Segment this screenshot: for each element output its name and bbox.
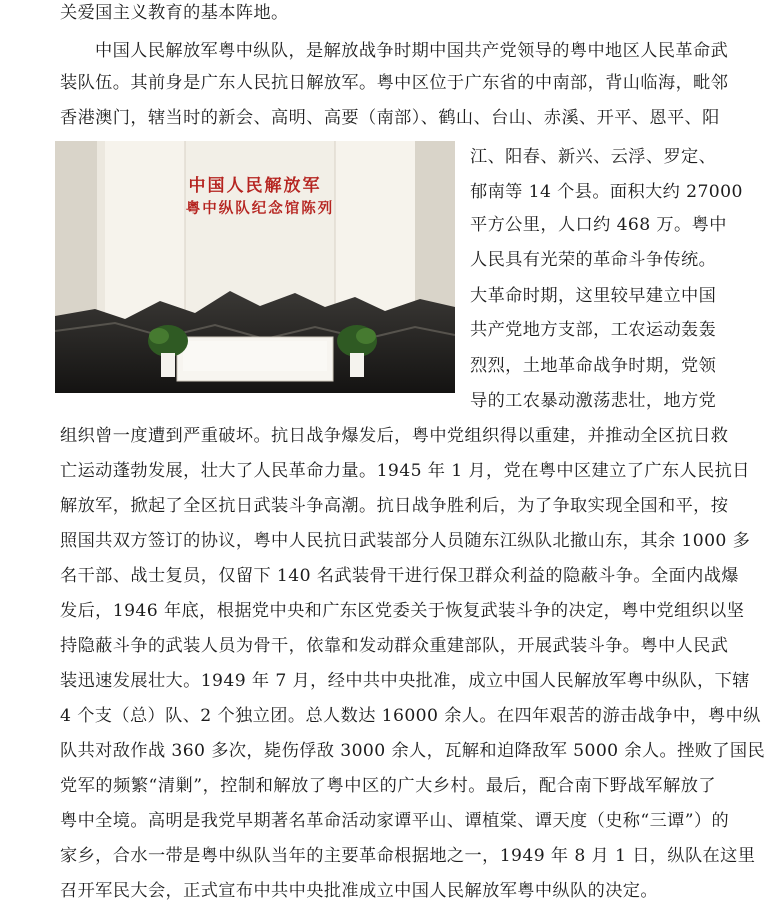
- text-line: 共产党地方支部，工农运动轰轰: [470, 320, 717, 340]
- text-line: 装迅速发展壮大。1949 年 7 月，经中共中央批准，成立中国人民解放军粤中纵队，下辖: [60, 671, 750, 691]
- text-line: 名干部、战士复员，仅留下 140 名武装骨干进行保卫群众利益的隐蔽斗争。全面内战爆: [60, 566, 739, 586]
- text-line: 队共对敌作战 360 多次，毙伤俘敌 3000 余人，瓦解和迫降敌军 5000 余人。挫败了国民: [60, 741, 766, 761]
- text-line: 组织曾一度遭到严重破坏。抗日战争爆发后，粤中党组织得以重建，并推动全区抗日救: [60, 426, 729, 446]
- text-line: 中国人民解放军粤中纵队，是解放战争时期中国共产党领导的粤中地区人民革命武: [95, 41, 729, 61]
- text-line: 持隐蔽斗争的武装人员为骨干，依靠和发动群众重建部队，开展武装斗争。粤中人民武: [60, 636, 729, 656]
- text-line: 郁南等 14 个县。面积大约 27000: [470, 182, 743, 202]
- text-line: 烈烈，土地革命战争时期，党领: [470, 356, 717, 376]
- text-line: 大革命时期，这里较早建立中国: [470, 286, 717, 306]
- text-line: 4 个支（总）队、2 个独立团。总人数达 16000 余人。在四年艰苦的游击战争中，粤中纵: [60, 706, 761, 726]
- text-line: 召开军民大会，正式宣布中共中央批准成立中国人民解放军粤中纵队的决定。: [60, 881, 658, 901]
- text-line: 发后，1946 年底，根据党中央和广东区党委关于恢复武装斗争的决定，粤中党组织以坚: [60, 601, 745, 621]
- text-line: 平方公里，人口约 468 万。粤中: [470, 215, 727, 235]
- text-line: 党军的频繁“清剿”，控制和解放了粤中区的广大乡村。最后，配合南下野战军解放了: [60, 776, 716, 796]
- text-line: 关爱国主义教育的基本阵地。: [60, 3, 289, 23]
- text-line: 家乡，合水一带是粤中纵队当年的主要革命根据地之一，1949 年 8 月 1 日，纵队在这里: [60, 846, 756, 866]
- wall-panel: [415, 141, 455, 321]
- text-line: 香港澳门，辖当时的新会、高明、高要（南部）、鹤山、台山、赤溪、开平、恩平、阳: [60, 108, 720, 128]
- exhibition-hall-photo: [55, 141, 455, 393]
- wall-title-line1: 中国人民解放军: [188, 176, 322, 196]
- text-line: 照国共双方签订的协议，粤中人民抗日武装部分人员随东江纵队北撤山东，其余 1000 多: [60, 531, 751, 551]
- text-line: 粤中全境。高明是我党早期著名革命活动家谭平山、谭植棠、谭天度（史称“三谭”）的: [60, 811, 730, 831]
- text-line: 江、阳春、新兴、云浮、罗定、: [470, 147, 717, 167]
- text-line: 亡运动蓬勃发展，壮大了人民革命力量。1945 年 1 月，党在粤中区建立了广东人民抗日: [60, 461, 750, 481]
- wall-title-line2: 粤中纵队纪念馆陈列: [185, 200, 335, 217]
- text-line: 解放军，掀起了全区抗日武装斗争高潮。抗日战争胜利后，为了争取实现全国和平，按: [60, 496, 729, 516]
- text-line: 人民具有光荣的革命斗争传统。: [470, 250, 717, 270]
- exhibition-hall-illustration: [55, 141, 455, 393]
- wall-panel: [55, 141, 97, 321]
- text-line: 装队伍。其前身是广东人民抗日解放军。粤中区位于广东省的中南部，背山临海，毗邻: [60, 73, 729, 93]
- text-line: 导的工农暴动激荡悲壮，地方党: [470, 391, 717, 411]
